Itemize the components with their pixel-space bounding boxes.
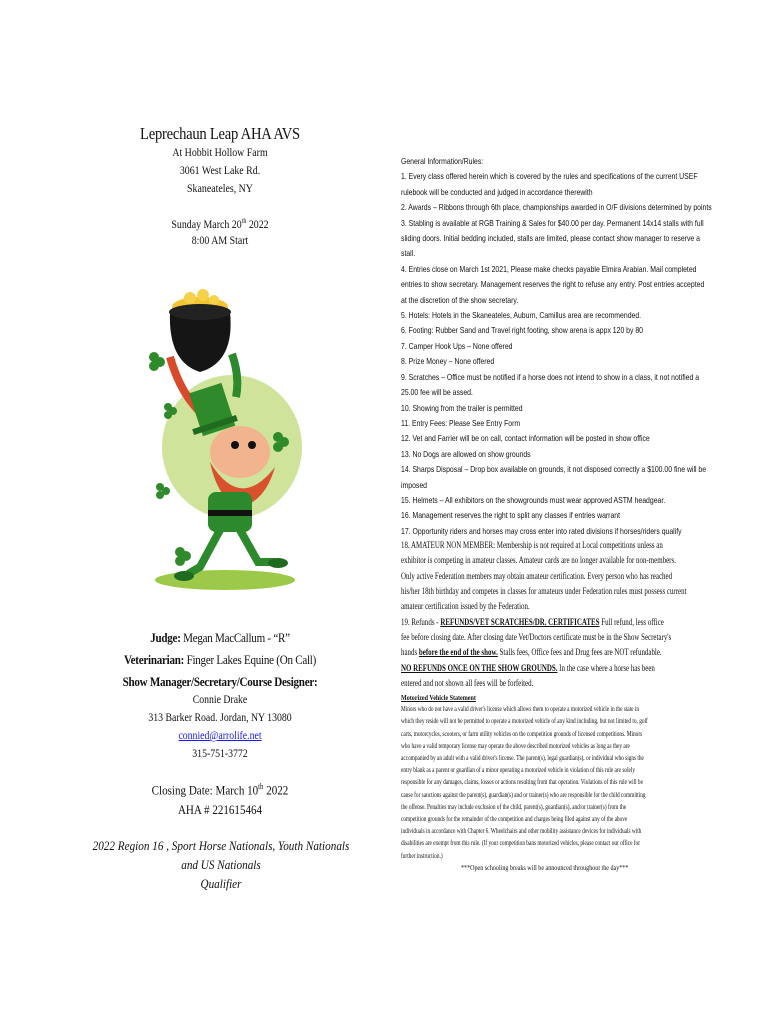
refund-line-4: NO REFUNDS ONCE ON THE SHOW GROUNDS. In the case where a horse has been: [401, 663, 655, 674]
motorized-vehicle-title: Motorized Vehicle Statement: [401, 693, 476, 703]
motorized-vehicle-line: entry blank as a parent or guardian of a minor operating a motorized vehicle in violation of this rule are solely: [401, 765, 636, 775]
rule-line: entries to show secretary. Management reserves the right to refuse any entry. Post entries accepted: [401, 280, 705, 290]
rule-line: 12. Vet and Farrier will be on call, contact information will be posted in show office: [401, 434, 650, 444]
motorized-vehicle-line: competition grounds for the remainder of the competition and charges being filed against any of the above: [401, 813, 628, 823]
rule-line: 6. Footing: Rubber Sand and Travel right footing, show arena is appx 120 by 80: [401, 326, 644, 336]
refund-line-5: entered and not shown all fees will be forfeited.: [401, 678, 534, 689]
motorized-vehicle-section: [401, 692, 746, 874]
venue-street: 3061 West Lake Rd.: [179, 165, 261, 177]
venue-name: At Hobbit Hollow Farm: [172, 147, 268, 159]
event-title: Leprechaun Leap AHA AVS: [140, 124, 300, 143]
closing-date: Closing Date: March 10th 2022: [151, 782, 289, 798]
rule-line: 5. Hotels: Hotels in the Skaneateles, Auburn, Camillus area are recommended.: [401, 311, 642, 321]
motorized-vehicle-text: [401, 703, 746, 862]
amateur-line: his/her 18th birthday and competes in classes for amateurs under Federation rules must possess current: [401, 587, 687, 598]
amateur-line: Only active Federation members may obtain amateur certification. Every person who has reached: [401, 571, 673, 582]
motorized-vehicle-line: accompanied by an adult with a valid driver's license. The parent(s), legal guardian(s), or individual who signs the: [401, 752, 644, 762]
rule-line: 17. Opportunity riders and horses may cross enter into rated divisions if horses/riders qualify: [401, 526, 682, 536]
rule-line: 11. Entry Fees: Please See Entry Form: [401, 418, 521, 428]
motorized-vehicle-line: disabilities are exempt from this rule. (If your competition bans motorized vehicles, please contact our office for: [401, 838, 640, 848]
motorized-vehicle-line: individuals in accordance with Chapter 6. Wheelchairs and other mobility assistance devices for individuals with: [401, 826, 642, 836]
motorized-vehicle-line: responsible for any damages, claims, losses or actions resulting from that operation. Violations of this rule will be: [401, 777, 643, 787]
rule-line: 25.00 fee will be assed.: [401, 388, 473, 398]
motorized-vehicle-line: cause for sanctions against the parent(s), guardian(s) and or trainer(s) who are responsible for the child committing: [401, 789, 646, 799]
rule-line: 7. Camper Hook Ups – None offered: [401, 341, 513, 351]
rule-line: stall.: [401, 249, 416, 259]
event-start-time: 8:00 AM Start: [191, 235, 249, 247]
contact-email[interactable]: [110, 730, 331, 742]
rules-section: [401, 154, 746, 874]
region-qualifier: [88, 836, 355, 893]
region-qualifier-line1: 2022 Region 16 , Sport Horse Nationals, Youth Nationals and US Nationals: [92, 838, 350, 872]
contact-name: Connie Drake: [192, 694, 248, 706]
motorized-vehicle-line: which they reside will not be permitted to operate a motorized vehicle of any kind including, but not limited to, golf: [401, 716, 648, 726]
rules-heading: General Information/Rules:: [401, 157, 484, 166]
event-date: Sunday March 20th 2022: [171, 217, 269, 231]
amateur-line: 18. AMATEUR NON MEMBER: Membership is not required at Local competitions unless an: [401, 541, 663, 552]
rule-line: 13. No Dogs are allowed on show grounds: [401, 449, 531, 459]
rule-line: 10. Showing from the trailer is permitted: [401, 403, 523, 413]
show-manager-label: Show Manager/Secretary/Course Designer:: [122, 674, 318, 689]
rule-line: 2. Awards – Ribbons through 6th place, championships awarded in O/F divisions determined by points: [401, 203, 712, 213]
contact-phone: 315-751-3772: [192, 748, 248, 760]
amateur-line: amateur certification issued by the Federation.: [401, 602, 530, 613]
motorized-vehicle-line: the offense. Penalties may include exclusion of the child, parent(s), guardian(s), and/or trainer(s) from the: [401, 801, 627, 811]
rule-line: rulebook will be conducted and judged in accordance therewith: [401, 187, 593, 197]
region-qualifier-line2: Qualifier: [200, 876, 242, 891]
contact-address: 313 Barker Road. Jordan, NY 13080: [148, 712, 292, 724]
veterinarian-line: Veterinarian: Finger Lakes Equine (On Call): [123, 652, 317, 667]
motorized-vehicle-line: Minors who do not have a valid driver's license which allows them to operate a motorized vehicle in the state in: [401, 704, 639, 714]
rule-line: at the discretion of the show secretary.: [401, 295, 519, 305]
amateur-line: exhibitor is competing in amateur classes. Amateur cards are no longer available for non-members.: [401, 556, 676, 567]
aha-number: AHA # 221615464: [177, 802, 263, 817]
rule-line: 15. Helmets – All exhibitors on the showgrounds must wear approved ASTM headgear.: [401, 495, 666, 505]
rules-list: [401, 169, 746, 539]
motorized-vehicle-line: who have a valid temporary license may operate the above described motorized vehicles as long as they are: [401, 740, 630, 750]
contact-email-link[interactable]: connied@arrolife.net: [178, 730, 262, 742]
refund-section: [401, 616, 746, 692]
leprechaun-illustration: [140, 262, 305, 607]
refund-line-2: fee before closing date. After closing date Vet/Doctors certificate must be in the Show Secretary's: [401, 632, 672, 643]
rule-line: 1. Every class offered herein which is covered by the rules and specifications of the current USEF: [401, 172, 698, 182]
rule-line: 14. Sharps Disposal – Drop box available on grounds, it not disposed correctly a $100.00 fine will be: [401, 465, 707, 475]
motorized-vehicle-line: carts, motorcycles, scooters, or farm utility vehicles on the competition grounds of licensed competitions. Minors: [401, 728, 643, 738]
refund-line-3: hands before the end of the show. Stalls fees, Office fees and Drug fees are NOT refundable.: [401, 648, 662, 659]
rule-line: 9. Scratches – Office must be notified if a horse does not intend to show in a class, it not notified a: [401, 372, 700, 382]
refund-line-1: 19. Refunds - REFUNDS/VET SCRATCHES/DR. CERTIFICATES Full refund, less office: [401, 617, 664, 628]
amateur-section: [401, 539, 746, 615]
rule-line: imposed: [401, 480, 428, 490]
schooling-breaks-note: ***Open schooling breaks will be announced throughout the day***: [461, 862, 629, 872]
judge-line: Judge: Megan MacCallum - “R”: [150, 630, 290, 645]
rule-line: 3. Stabling is available at RGB Training & Sales for $40.00 per day. Permanent 14x14 stalls with full: [401, 218, 704, 228]
rule-line: sliding doors. Initial bedding included, stalls are limited, please contact show manager to reserve a: [401, 234, 700, 244]
rule-line: 8. Prize Money – None offered: [401, 357, 495, 367]
rule-line: 4. Entries close on March 1st 2021, Please make checks payable Elmira Arabian. Mail completed: [401, 264, 697, 274]
rule-line: 16. Management reserves the right to split any classes if entries warrant: [401, 511, 621, 521]
venue-city: Skaneateles, NY: [187, 183, 253, 195]
motorized-vehicle-line: further instruction.): [401, 850, 443, 860]
